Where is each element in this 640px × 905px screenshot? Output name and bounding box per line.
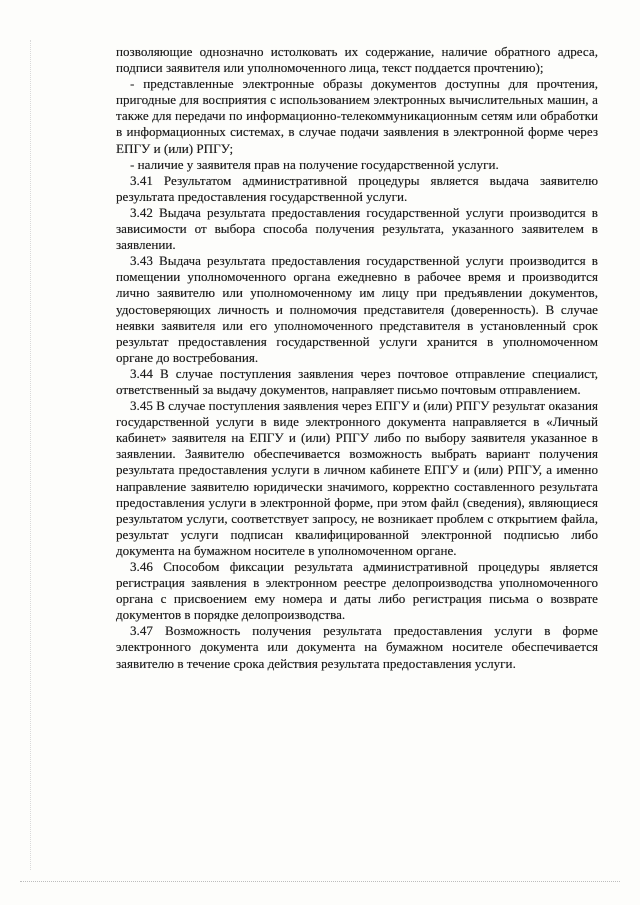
paragraph-3-47: 3.47 Возможность получения результата предоставления услуги в форме электронного документа или документа на бумажном носителе обеспечивается заявителю в течение срока действия результата предоставления услуги. [116, 623, 598, 671]
paragraph-continuation: позволяющие однозначно истолковать их содержание, наличие обратного адреса, подписи заявителя или уполномоченного лица, текст поддается прочтению); [116, 44, 598, 76]
paragraph-3-44: 3.44 В случае поступления заявления через почтовое отправление специалист, ответственный за выдачу документов, направляет письмо почтовым отправлением. [116, 365, 598, 397]
scan-margin-dots [30, 40, 32, 870]
paragraph-3-41: 3.41 Результатом административной процедуры является выдача заявителю результата предоставления государственной услуги. [116, 172, 598, 204]
paragraph-3-43: 3.43 Выдача результата предоставления государственной услуги производится в помещении уполномоченного органа ежедневно в рабочее время и производится лично заявителю или уполномоченному им лицу при предъявлении документов, удостоверяющих личность и полномочия представителя (доверенность). В случае неявки заявителя или его уполномоченного представителя в установленный срок результат предоставления государственной услуги хранится в уполномоченном органе до востребования. [116, 253, 598, 365]
paragraph-3-45: 3.45 В случае поступления заявления через ЕПГУ и (или) РПГУ результат оказания государственной услуги в виде электронного документа направляется в «Личный кабинет» заявителя на ЕПГУ и (или) РПГУ либо по выбору заявителя указанное в заявлении. Заявителю обеспечивается возможность выбрать вариант получения результата предоставления услуги в личном кабинете ЕПГУ и (или) РПГУ, а именно направление заявителю юридически значимого, корректно составленного результата предоставления услуги в электронной форме, при этом файл (сведения), являющиеся результатом услуги, соответствует запросу, не возникает проблем с открытием файла, результат услуги подписан квалифицированной электронной подписью либо документа на бумажном носителе в уполномоченном органе. [116, 398, 598, 558]
document-body [116, 44, 598, 672]
paragraph-3-46: 3.46 Способом фиксации результата административной процедуры является регистрация заявления в электронном реестре делопроизводства уполномоченного органа с присвоением ему номера и даты либо регистрация письма о возврате документов в порядке делопроизводства. [116, 559, 598, 623]
paragraph-list-item-images: - представленные электронные образы документов доступны для прочтения, пригодные для восприятия с использованием электронных вычислительных машин, а также для передачи по информационно-телекоммуникационным сетям или обработки в информационных системах, в случае подачи заявления в электронной форме через ЕПГУ и (или) РПГУ; [116, 76, 598, 156]
paragraph-list-item-rights: - наличие у заявителя прав на получение государственной услуги. [130, 156, 499, 172]
scan-bottom-dots [20, 881, 620, 883]
paragraph-3-42: 3.42 Выдача результата предоставления государственной услуги производится в зависимости от выбора способа получения результата, указанного заявителем в заявлении. [116, 204, 598, 253]
